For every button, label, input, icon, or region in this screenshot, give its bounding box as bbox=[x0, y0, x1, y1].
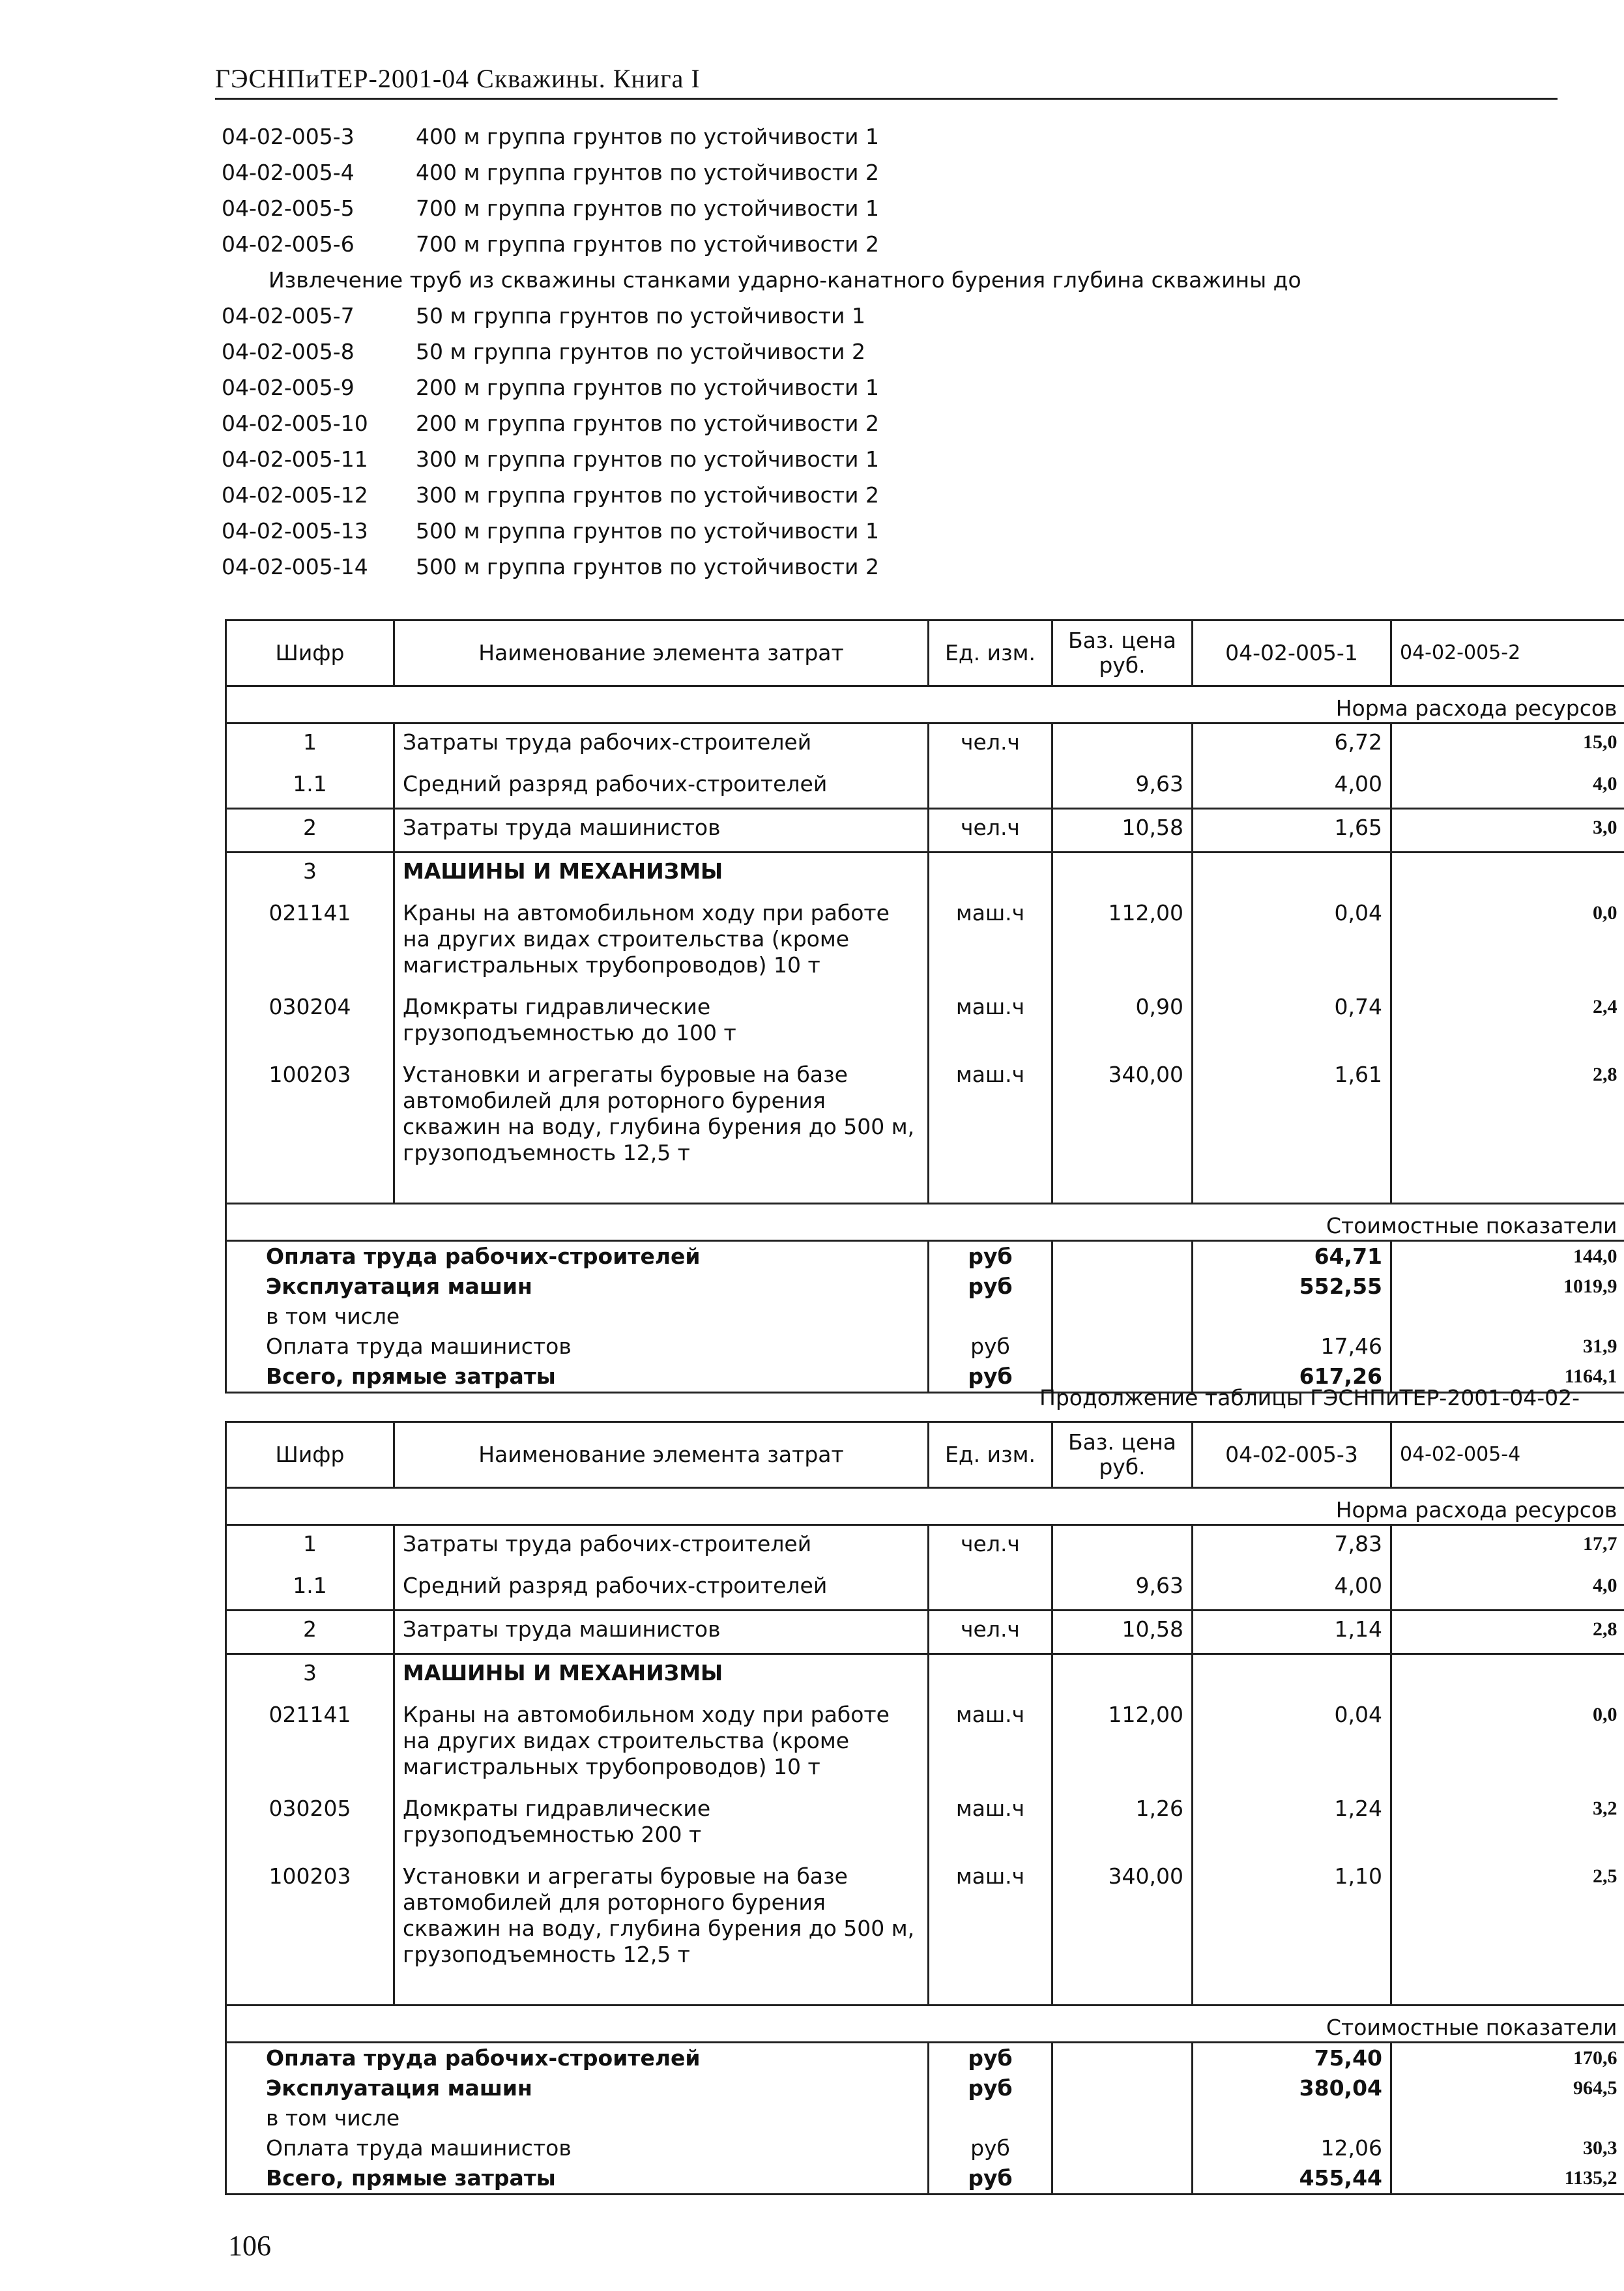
spacer-cell bbox=[1052, 1978, 1193, 2006]
spacer-cell bbox=[1391, 1176, 1624, 1204]
table-header-row bbox=[226, 1422, 1624, 1488]
table-row bbox=[226, 1790, 1624, 1858]
cost-unit: руб bbox=[929, 2133, 1052, 2163]
spacer-cell bbox=[226, 1978, 394, 2006]
header-column-2: 04-02-005-4 bbox=[1391, 1422, 1624, 1488]
row-name: МАШИНЫ И МЕХАНИЗМЫ bbox=[394, 1654, 929, 1697]
cost-value-2: 31,9 bbox=[1391, 1332, 1624, 1362]
cost-value-1: 17,46 bbox=[1193, 1332, 1391, 1362]
cost-empty bbox=[1052, 2103, 1193, 2133]
row-name: Домкраты гидравлические грузоподъемностью до 100 т bbox=[394, 989, 929, 1057]
row-code: 100203 bbox=[226, 1057, 394, 1176]
spacer-cell bbox=[1193, 1176, 1391, 1204]
cost-empty bbox=[1052, 2073, 1193, 2103]
header-column-1: 04-02-005-1 bbox=[1193, 620, 1391, 686]
cost-unit: руб bbox=[929, 1362, 1052, 1393]
norm-section-label: Норма расхода ресурсов bbox=[226, 686, 1624, 723]
row-value-1: 4,00 bbox=[1193, 1568, 1391, 1611]
row-code: 2 bbox=[226, 1611, 394, 1654]
table-row bbox=[226, 1654, 1624, 1697]
table-row bbox=[226, 1611, 1624, 1654]
cost-value-2: 170,6 bbox=[1391, 2043, 1624, 2074]
table-row bbox=[226, 989, 1624, 1057]
cost-name: Эксплуатация машин bbox=[226, 1272, 929, 1302]
cost-value-1: 64,71 bbox=[1193, 1241, 1391, 1272]
code-list-item bbox=[222, 231, 1590, 267]
cost-row bbox=[226, 2133, 1624, 2163]
code-list bbox=[222, 124, 1590, 590]
item-description: 500 м группа грунтов по устойчивости 1 bbox=[416, 518, 879, 544]
norm-section-row bbox=[226, 686, 1624, 723]
row-code: 030205 bbox=[226, 1790, 394, 1858]
group-heading-text: Извлечение труб из скважины станками ударно-канатного бурения глубина скважины до bbox=[268, 267, 1301, 293]
cost-name: Оплата труда рабочих-строителей bbox=[226, 1241, 929, 1272]
row-price: 10,58 bbox=[1052, 809, 1193, 853]
cost-empty bbox=[1052, 2133, 1193, 2163]
row-value-2: 4,0 bbox=[1391, 766, 1624, 809]
row-price: 9,63 bbox=[1052, 766, 1193, 809]
row-value-2 bbox=[1391, 853, 1624, 896]
cost-section-label: Стоимостные показатели bbox=[226, 2006, 1624, 2043]
cost-name: в том числе bbox=[226, 1302, 929, 1332]
row-value-2: 0,0 bbox=[1391, 895, 1624, 989]
spacer-cell bbox=[1052, 1176, 1193, 1204]
cost-section-row bbox=[226, 2006, 1624, 2043]
cost-empty bbox=[1052, 1272, 1193, 1302]
spacer-cell bbox=[394, 1978, 929, 2006]
row-value-2: 3,0 bbox=[1391, 809, 1624, 853]
page-number: 106 bbox=[228, 2230, 271, 2262]
item-description: 300 м группа грунтов по устойчивости 1 bbox=[416, 446, 879, 472]
norm-section-label: Норма расхода ресурсов bbox=[226, 1488, 1624, 1525]
cost-value-1 bbox=[1193, 2103, 1391, 2133]
spacer-cell bbox=[929, 1176, 1052, 1204]
cost-value-2: 964,5 bbox=[1391, 2073, 1624, 2103]
cost-row bbox=[226, 1302, 1624, 1332]
row-value-2: 3,2 bbox=[1391, 1790, 1624, 1858]
row-name: Установки и агрегаты буровые на базе автомобилей для роторного бурения скважин на воду, глубина бурения до 500 м, грузоподъемность 12,5 т bbox=[394, 1057, 929, 1176]
row-code: 030204 bbox=[226, 989, 394, 1057]
row-name: Затраты труда рабочих-строителей bbox=[394, 723, 929, 766]
cost-empty bbox=[1052, 1332, 1193, 1362]
row-code: 1.1 bbox=[226, 766, 394, 809]
row-price: 340,00 bbox=[1052, 1858, 1193, 1978]
row-price: 9,63 bbox=[1052, 1568, 1193, 1611]
spacer-cell bbox=[226, 1176, 394, 1204]
table-spacer bbox=[226, 1176, 1624, 1204]
cost-value-1 bbox=[1193, 1302, 1391, 1332]
code-list-item bbox=[222, 554, 1590, 590]
cost-unit: руб bbox=[929, 1272, 1052, 1302]
row-name: МАШИНЫ И МЕХАНИЗМЫ bbox=[394, 853, 929, 896]
row-name: Затраты труда машинистов bbox=[394, 809, 929, 853]
cost-section-label: Стоимостные показатели bbox=[226, 1204, 1624, 1241]
cost-value-2: 1135,2 bbox=[1391, 2163, 1624, 2195]
item-code: 04-02-005-14 bbox=[222, 554, 368, 579]
cost-value-2: 1019,9 bbox=[1391, 1272, 1624, 1302]
group-heading bbox=[222, 267, 1590, 303]
cost-name: Всего, прямые затраты bbox=[226, 2163, 929, 2195]
item-description: 400 м группа грунтов по устойчивости 2 bbox=[416, 160, 879, 185]
row-unit: чел.ч bbox=[929, 723, 1052, 766]
header-name: Наименование элемента затрат bbox=[394, 620, 929, 686]
row-code: 100203 bbox=[226, 1858, 394, 1978]
row-price bbox=[1052, 723, 1193, 766]
header-price: Баз. цена руб. bbox=[1052, 1422, 1193, 1488]
page-header bbox=[215, 57, 1558, 100]
row-unit: маш.ч bbox=[929, 1057, 1052, 1176]
code-list-item bbox=[222, 375, 1590, 411]
row-value-1: 0,74 bbox=[1193, 989, 1391, 1057]
resource-table-2 bbox=[225, 1421, 1624, 2195]
row-code: 1 bbox=[226, 1525, 394, 1568]
row-code: 021141 bbox=[226, 1697, 394, 1790]
row-price bbox=[1052, 1654, 1193, 1697]
cost-unit: руб bbox=[929, 1241, 1052, 1272]
resource-table-1 bbox=[225, 619, 1624, 1394]
spacer-cell bbox=[929, 1978, 1052, 2006]
row-value-2 bbox=[1391, 1654, 1624, 1697]
row-price bbox=[1052, 1525, 1193, 1568]
table-row bbox=[226, 1858, 1624, 1978]
cost-unit bbox=[929, 2103, 1052, 2133]
header-unit: Ед. изм. bbox=[929, 620, 1052, 686]
row-value-2: 2,8 bbox=[1391, 1611, 1624, 1654]
row-value-2: 2,4 bbox=[1391, 989, 1624, 1057]
row-value-1 bbox=[1193, 853, 1391, 896]
table-header-row bbox=[226, 620, 1624, 686]
row-unit: чел.ч bbox=[929, 1611, 1052, 1654]
row-unit bbox=[929, 1568, 1052, 1611]
row-price bbox=[1052, 853, 1193, 896]
table-row bbox=[226, 723, 1624, 766]
table-row bbox=[226, 766, 1624, 809]
item-code: 04-02-005-6 bbox=[222, 231, 355, 257]
cost-row bbox=[226, 2043, 1624, 2074]
row-price: 340,00 bbox=[1052, 1057, 1193, 1176]
cost-value-1: 380,04 bbox=[1193, 2073, 1391, 2103]
header-code: Шифр bbox=[226, 1422, 394, 1488]
cost-unit: руб bbox=[929, 1332, 1052, 1362]
table-row bbox=[226, 1525, 1624, 1568]
item-code: 04-02-005-13 bbox=[222, 518, 368, 544]
code-list-item bbox=[222, 518, 1590, 554]
row-value-1 bbox=[1193, 1654, 1391, 1697]
cost-row bbox=[226, 2103, 1624, 2133]
row-code: 3 bbox=[226, 1654, 394, 1697]
row-value-1: 0,04 bbox=[1193, 895, 1391, 989]
page-header-title: ГЭСНПиТЕР-2001-04 Скважины. Книга I bbox=[215, 64, 701, 93]
header-price: Баз. цена руб. bbox=[1052, 620, 1193, 686]
item-description: 50 м группа грунтов по устойчивости 2 bbox=[416, 339, 865, 364]
table-row bbox=[226, 1568, 1624, 1611]
row-name: Средний разряд рабочих-строителей bbox=[394, 1568, 929, 1611]
code-list-item bbox=[222, 411, 1590, 446]
item-description: 200 м группа грунтов по устойчивости 1 bbox=[416, 375, 879, 400]
code-list-item bbox=[222, 446, 1590, 482]
item-code: 04-02-005-3 bbox=[222, 124, 355, 149]
cost-name: Оплата труда машинистов bbox=[226, 2133, 929, 2163]
row-value-2: 15,0 bbox=[1391, 723, 1624, 766]
header-column-2: 04-02-005-2 bbox=[1391, 620, 1624, 686]
cost-row bbox=[226, 2073, 1624, 2103]
item-description: 300 м группа грунтов по устойчивости 2 bbox=[416, 482, 879, 508]
code-list-item bbox=[222, 339, 1590, 375]
row-unit bbox=[929, 1654, 1052, 1697]
row-value-1: 7,83 bbox=[1193, 1525, 1391, 1568]
cost-name: Оплата труда машинистов bbox=[226, 1332, 929, 1362]
spacer-cell bbox=[394, 1176, 929, 1204]
cost-value-1: 455,44 bbox=[1193, 2163, 1391, 2195]
item-code: 04-02-005-10 bbox=[222, 411, 368, 436]
cost-name: Всего, прямые затраты bbox=[226, 1362, 929, 1393]
cost-name: Оплата труда рабочих-строителей bbox=[226, 2043, 929, 2074]
row-value-1: 1,24 bbox=[1193, 1790, 1391, 1858]
row-unit: маш.ч bbox=[929, 895, 1052, 989]
cost-value-2: 1164,1 bbox=[1391, 1362, 1624, 1393]
spacer-cell bbox=[1193, 1978, 1391, 2006]
item-description: 700 м группа грунтов по устойчивости 1 bbox=[416, 196, 879, 221]
item-description: 200 м группа грунтов по устойчивости 2 bbox=[416, 411, 879, 436]
row-unit: маш.ч bbox=[929, 989, 1052, 1057]
cost-empty bbox=[1052, 1302, 1193, 1332]
row-value-1: 1,10 bbox=[1193, 1858, 1391, 1978]
cost-value-1: 12,06 bbox=[1193, 2133, 1391, 2163]
cost-unit: руб bbox=[929, 2043, 1052, 2074]
cost-value-1: 75,40 bbox=[1193, 2043, 1391, 2074]
table-row bbox=[226, 895, 1624, 989]
row-value-1: 0,04 bbox=[1193, 1697, 1391, 1790]
cost-name: Эксплуатация машин bbox=[226, 2073, 929, 2103]
norm-section-row bbox=[226, 1488, 1624, 1525]
item-code: 04-02-005-11 bbox=[222, 446, 368, 472]
cost-row bbox=[226, 1241, 1624, 1272]
spacer-cell bbox=[1391, 1978, 1624, 2006]
cost-row bbox=[226, 1332, 1624, 1362]
row-unit bbox=[929, 853, 1052, 896]
row-unit: маш.ч bbox=[929, 1697, 1052, 1790]
row-name: Краны на автомобильном ходу при работе на других видах строительства (кроме магистральных трубопроводов) 10 т bbox=[394, 895, 929, 989]
item-description: 500 м группа грунтов по устойчивости 2 bbox=[416, 554, 879, 579]
item-description: 700 м группа грунтов по устойчивости 2 bbox=[416, 231, 879, 257]
header-code: Шифр bbox=[226, 620, 394, 686]
row-unit: чел.ч bbox=[929, 1525, 1052, 1568]
row-code: 3 bbox=[226, 853, 394, 896]
table-row bbox=[226, 1697, 1624, 1790]
code-list-item bbox=[222, 160, 1590, 196]
row-price: 10,58 bbox=[1052, 1611, 1193, 1654]
row-code: 1.1 bbox=[226, 1568, 394, 1611]
cost-value-2 bbox=[1391, 2103, 1624, 2133]
code-list-item bbox=[222, 482, 1590, 518]
row-value-1: 1,61 bbox=[1193, 1057, 1391, 1176]
cost-unit: руб bbox=[929, 2163, 1052, 2195]
item-code: 04-02-005-12 bbox=[222, 482, 368, 508]
cost-unit: руб bbox=[929, 2073, 1052, 2103]
row-name: Домкраты гидравлические грузоподъемностью 200 т bbox=[394, 1790, 929, 1858]
row-name: Установки и агрегаты буровые на базе автомобилей для роторного бурения скважин на воду, глубина бурения до 500 м, грузоподъемность 12,5 т bbox=[394, 1858, 929, 1978]
row-code: 2 bbox=[226, 809, 394, 853]
row-name: Затраты труда рабочих-строителей bbox=[394, 1525, 929, 1568]
row-name: Средний разряд рабочих-строителей bbox=[394, 766, 929, 809]
row-value-2: 2,5 bbox=[1391, 1858, 1624, 1978]
row-value-2: 4,0 bbox=[1391, 1568, 1624, 1611]
row-price: 112,00 bbox=[1052, 1697, 1193, 1790]
cost-section-row bbox=[226, 1204, 1624, 1241]
row-code: 021141 bbox=[226, 895, 394, 989]
table-row bbox=[226, 853, 1624, 896]
cost-value-2: 144,0 bbox=[1391, 1241, 1624, 1272]
cost-value-2 bbox=[1391, 1302, 1624, 1332]
row-price: 112,00 bbox=[1052, 895, 1193, 989]
row-value-1: 4,00 bbox=[1193, 766, 1391, 809]
row-value-2: 0,0 bbox=[1391, 1697, 1624, 1790]
row-unit: маш.ч bbox=[929, 1790, 1052, 1858]
cost-unit bbox=[929, 1302, 1052, 1332]
row-name: Краны на автомобильном ходу при работе на других видах строительства (кроме магистральных трубопроводов) 10 т bbox=[394, 1697, 929, 1790]
row-value-1: 1,14 bbox=[1193, 1611, 1391, 1654]
cost-row bbox=[226, 1272, 1624, 1302]
table-row bbox=[226, 809, 1624, 853]
row-unit bbox=[929, 766, 1052, 809]
table-spacer bbox=[226, 1978, 1624, 2006]
row-price: 1,26 bbox=[1052, 1790, 1193, 1858]
cost-empty bbox=[1052, 2163, 1193, 2195]
row-price: 0,90 bbox=[1052, 989, 1193, 1057]
cost-value-1: 552,55 bbox=[1193, 1272, 1391, 1302]
item-code: 04-02-005-7 bbox=[222, 303, 355, 328]
item-description: 50 м группа грунтов по устойчивости 1 bbox=[416, 303, 865, 328]
row-value-1: 6,72 bbox=[1193, 723, 1391, 766]
table-row bbox=[226, 1057, 1624, 1176]
code-list-item bbox=[222, 303, 1590, 339]
continuation-caption: Продолжение таблицы ГЭСНПиТЕР-2001-04-02- bbox=[1039, 1385, 1580, 1410]
cost-value-2: 30,3 bbox=[1391, 2133, 1624, 2163]
item-code: 04-02-005-8 bbox=[222, 339, 355, 364]
cost-value-1: 617,26 bbox=[1193, 1362, 1391, 1393]
item-code: 04-02-005-5 bbox=[222, 196, 355, 221]
row-code: 1 bbox=[226, 723, 394, 766]
row-unit: маш.ч bbox=[929, 1858, 1052, 1978]
header-name: Наименование элемента затрат bbox=[394, 1422, 929, 1488]
code-list-item bbox=[222, 124, 1590, 160]
cost-row bbox=[226, 2163, 1624, 2195]
item-code: 04-02-005-9 bbox=[222, 375, 355, 400]
item-code: 04-02-005-4 bbox=[222, 160, 355, 185]
code-list-item bbox=[222, 196, 1590, 231]
header-column-1: 04-02-005-3 bbox=[1193, 1422, 1391, 1488]
cost-empty bbox=[1052, 2043, 1193, 2074]
row-name: Затраты труда машинистов bbox=[394, 1611, 929, 1654]
row-unit: чел.ч bbox=[929, 809, 1052, 853]
row-value-2: 17,7 bbox=[1391, 1525, 1624, 1568]
header-unit: Ед. изм. bbox=[929, 1422, 1052, 1488]
cost-name: в том числе bbox=[226, 2103, 929, 2133]
row-value-2: 2,8 bbox=[1391, 1057, 1624, 1176]
cost-empty bbox=[1052, 1241, 1193, 1272]
row-value-1: 1,65 bbox=[1193, 809, 1391, 853]
item-description: 400 м группа грунтов по устойчивости 1 bbox=[416, 124, 879, 149]
